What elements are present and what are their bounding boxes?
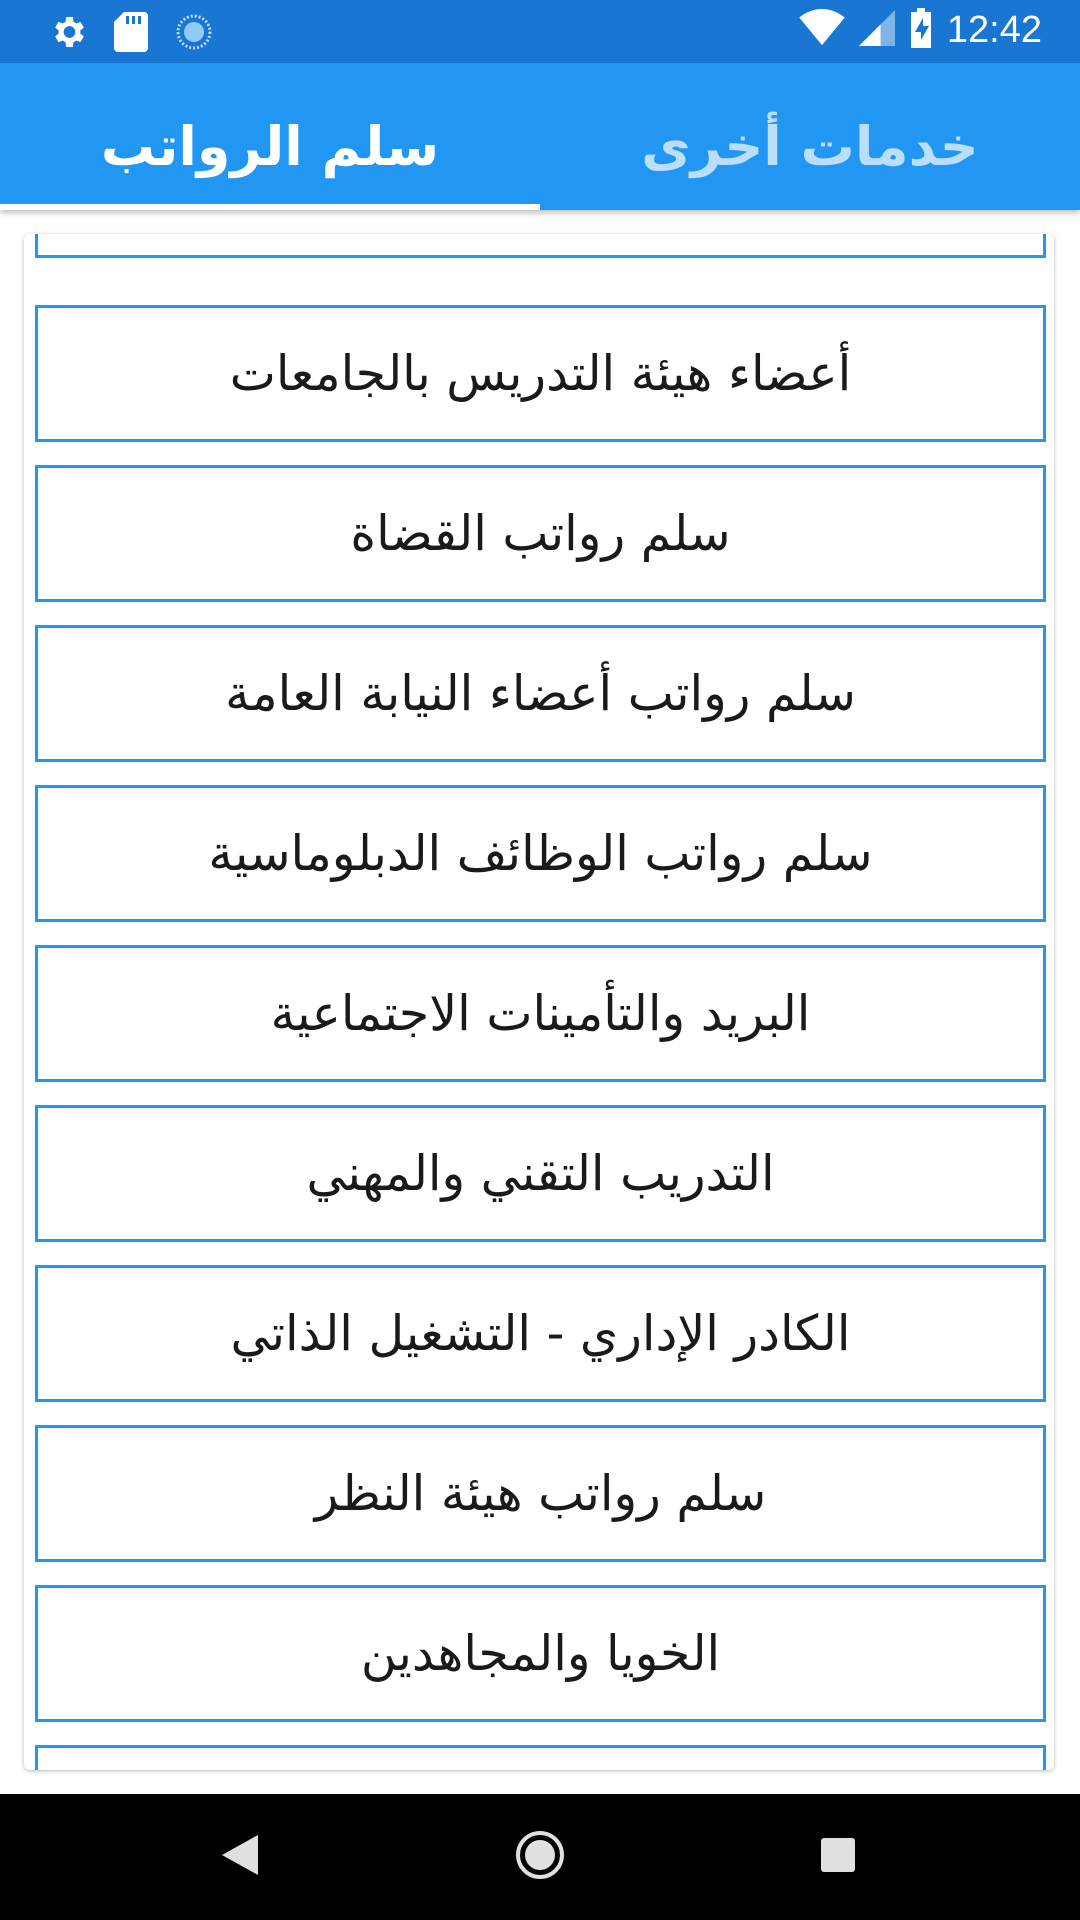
battery-charging-icon [909,8,933,52]
sync-icon [174,12,214,56]
list-item-label: أعضاء هيئة التدريس بالجامعات [229,345,852,402]
tab-salary-scale[interactable] [0,63,540,210]
sd-card-icon [114,12,148,56]
tab-indicator [0,204,540,210]
status-bar [0,0,1080,63]
list-item-label: سلم رواتب أعضاء النيابة العامة [225,665,856,722]
recents-icon [821,1838,855,1876]
list-item-label: الكادر الإداري - التشغيل الذاتي [230,1305,851,1362]
list-item[interactable] [35,1105,1046,1242]
list-item-label: سلم رواتب هيئة النظر [314,1465,767,1522]
clock: 12:42 [946,8,1042,51]
list-item-label: التدريب التقني والمهني [306,1145,775,1202]
list-card[interactable] [24,234,1054,1770]
list-item-label: الخويا والمجاهدين [360,1625,721,1682]
list-item[interactable] [35,625,1046,762]
list-item[interactable] [35,1585,1046,1722]
list-item[interactable] [35,465,1046,602]
home-icon [514,1829,566,1885]
wifi-icon [799,9,845,51]
list-item[interactable] [35,945,1046,1082]
list-item-label: البريد والتأمينات الاجتماعية [270,985,811,1042]
cell-signal-icon [859,9,895,51]
back-button[interactable] [180,1794,300,1920]
list-item-label: سلم رواتب القضاة [350,505,731,562]
list-item-partial-top[interactable] [35,234,1046,258]
back-icon [222,1835,258,1879]
navigation-bar [0,1794,1080,1920]
list-item[interactable] [35,305,1046,442]
home-button[interactable] [480,1794,600,1920]
list-item[interactable] [35,1265,1046,1402]
list-item[interactable] [35,785,1046,922]
list-item-label: سلم رواتب الوظائف الدبلوماسية [208,825,873,882]
recents-button[interactable] [778,1794,898,1920]
list-item-partial-bottom[interactable] [35,1745,1046,1770]
salary-scale-list[interactable] [24,234,1054,1770]
tab-label: سلم الرواتب [100,115,440,178]
gear-icon [48,12,88,56]
tab-label: خدمات أخرى [641,115,979,178]
tab-other-services[interactable] [540,63,1080,210]
app-bar [0,63,1080,210]
list-item[interactable] [35,1425,1046,1562]
